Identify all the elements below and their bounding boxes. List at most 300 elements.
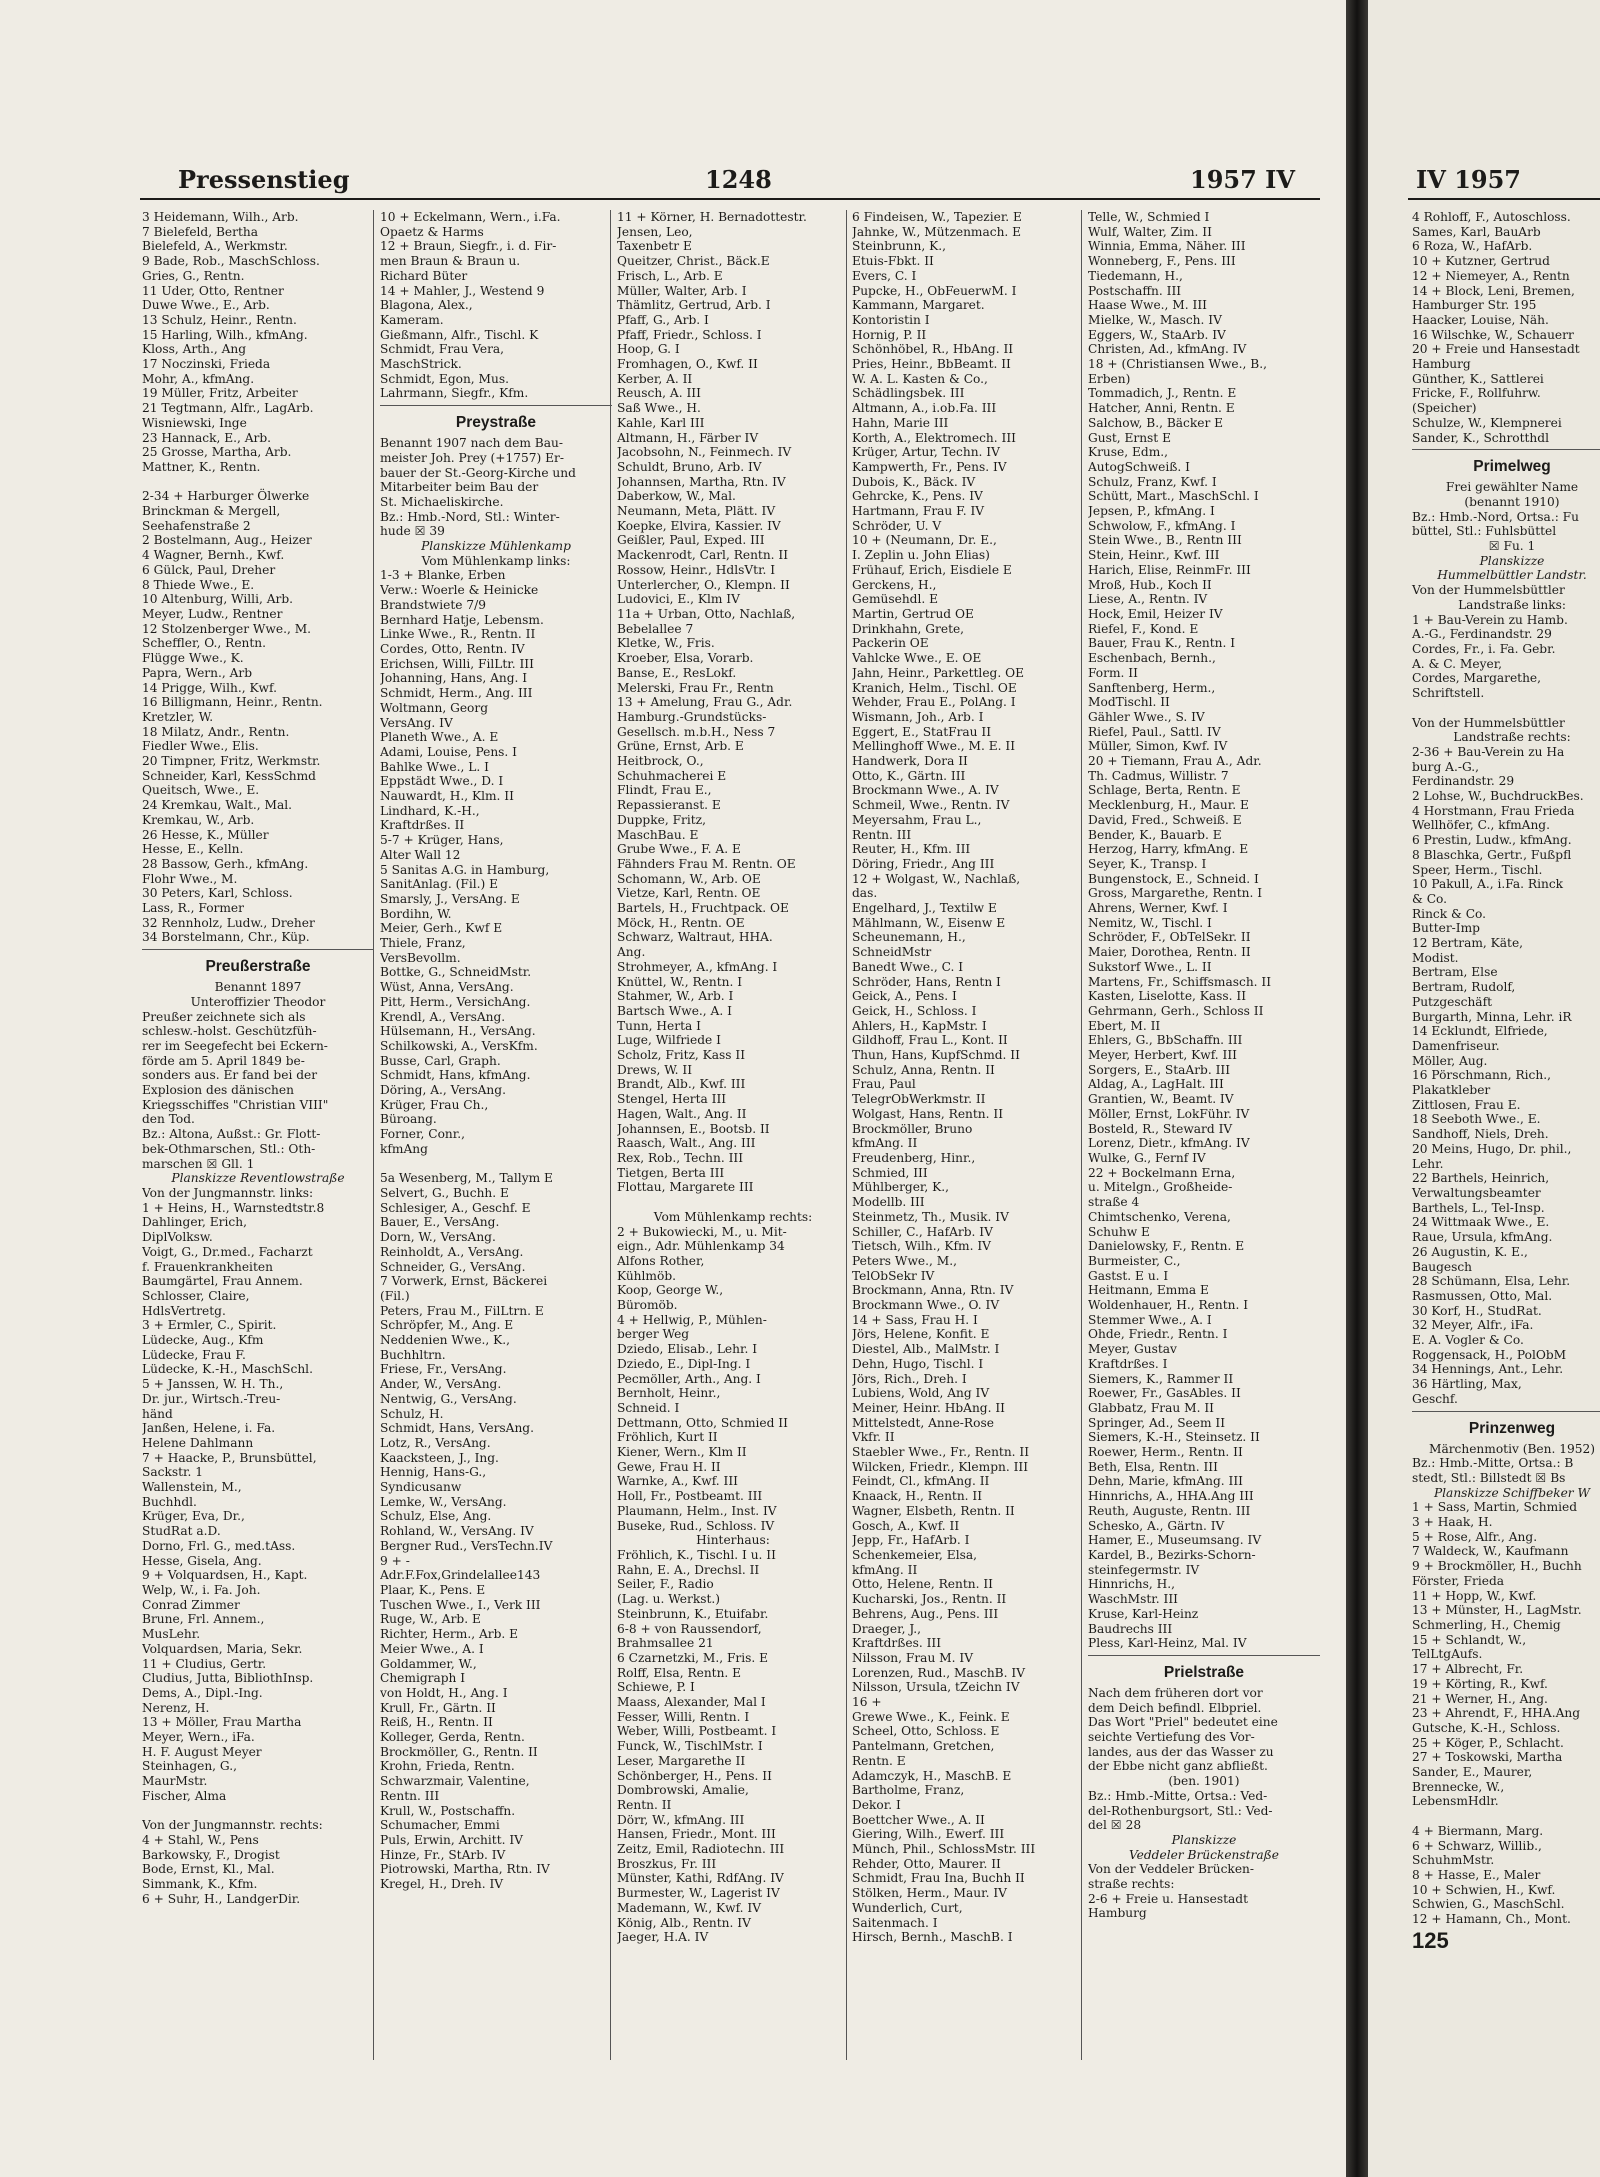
directory-entry: Nentwig, G., VersAng. xyxy=(380,1391,517,1406)
directory-entry: Rasmussen, Otto, Mal. xyxy=(1412,1288,1553,1303)
street-heading: Primelweg xyxy=(1412,449,1600,478)
directory-entry: Syndicusanw xyxy=(380,1480,462,1495)
directory-entry: Richter, Herm., Arb. E xyxy=(380,1627,519,1642)
directory-entry: Nerenz, H. xyxy=(142,1700,210,1715)
directory-entry: Schlosser, Claire, xyxy=(142,1288,250,1303)
directory-entry: Papra, Wern., Arb xyxy=(142,665,253,680)
directory-entry: Geick, A., Pens. I xyxy=(852,989,957,1004)
directory-entry: Schmidt, Egon, Mus. xyxy=(380,371,510,386)
directory-entry: Müller, Simon, Kwf. IV xyxy=(1088,739,1228,754)
directory-entry: Burmester, W., Lagerist IV xyxy=(617,1886,780,1901)
directory-entry: Kaacksteen, J., Ing. xyxy=(380,1450,499,1465)
directory-entry: 5-7 + Krüger, Hans, xyxy=(380,833,504,848)
directory-entry: Baumgärtel, Frau Annem. xyxy=(142,1274,303,1289)
directory-entry: Pless, Karl-Heinz, Mal. IV xyxy=(1088,1636,1247,1651)
directory-entry: 1 + Sass, Martin, Schmied xyxy=(1412,1500,1578,1515)
directory-entry: DiplVolksw. xyxy=(142,1230,213,1245)
directory-entry: Helene Dahlmann xyxy=(142,1435,254,1450)
directory-entry: Brandt, Alb., Kwf. III xyxy=(617,1077,746,1092)
directory-entry: Gries, G., Rentn. xyxy=(142,268,245,283)
directory-entry: Schwarz, Waltraut, HHA. xyxy=(617,930,773,945)
directory-entry: 20 Meins, Hugo, Dr. phil., xyxy=(1412,1141,1572,1156)
directory-entry: Peters Wwe., M., xyxy=(852,1253,957,1268)
directory-entry: 10 + (Neumann, Dr. E., xyxy=(852,533,997,548)
directory-entry: 7 Bielefeld, Bertha xyxy=(142,224,258,239)
directory-entry: Korth, A., Elektromech. III xyxy=(852,430,1016,445)
directory-entry: Seehafenstraße 2 xyxy=(142,518,251,533)
directory-entry: Wallenstein, M., xyxy=(142,1480,242,1495)
directory-entry: Richard Büter xyxy=(380,268,468,283)
directory-entry: Schmidt, Frau Ina, Buchh II xyxy=(852,1871,1025,1886)
directory-entry: Knaack, H., Rentn. II xyxy=(852,1489,983,1504)
directory-entry: Siemers, K.-H., Steinsetz. II xyxy=(1088,1430,1260,1445)
directory-entry: Bertram, Rudolf, xyxy=(1412,980,1516,995)
directory-entry: Hinnrichs, A., HHA.Ang III xyxy=(1088,1489,1254,1504)
directory-entry: Kardel, B., Bezirks-Schorn- xyxy=(1088,1547,1256,1562)
directory-entry: Lüdecke, Aug., Kfm xyxy=(142,1333,264,1348)
directory-entry: Queitzer, Christ., Bäck.E xyxy=(617,254,770,269)
directory-entry: u. Mitelgn., Großheide- xyxy=(1088,1180,1233,1195)
directory-entry: Duppke, Fritz, xyxy=(617,812,706,827)
directory-entry: Janßen, Helene, i. Fa. xyxy=(142,1421,276,1436)
directory-entry: Martens, Fr., Schiffsmasch. II xyxy=(1088,974,1272,989)
directory-entry: 9 + Brockmöller, H., Buchh xyxy=(1412,1559,1582,1574)
directory-entry: Schröder, U. V xyxy=(852,518,942,533)
directory-entry: Bode, Ernst, Kl., Mal. xyxy=(142,1862,275,1877)
directory-entry: SchneidMstr xyxy=(852,945,932,960)
directory-entry: Burgarth, Minna, Lehr. iR xyxy=(1412,1009,1572,1024)
directory-entry: König, Alb., Rentn. IV xyxy=(617,1915,751,1930)
directory-entry: Rex, Rob., Techn. III xyxy=(617,1151,744,1165)
directory-entry: 8 + Hasse, E., Maler xyxy=(1412,1867,1541,1882)
directory-entry: Blagona, Alex., xyxy=(380,298,473,313)
directory-entry: Kucharski, Jos., Rentn. II xyxy=(852,1592,1007,1607)
directory-entry: Mielke, W., Masch. IV xyxy=(1088,312,1222,327)
directory-entry: 11 + Hopp, W., Kwf. xyxy=(1412,1588,1537,1603)
directory-entry: steinfegermstr. IV xyxy=(1088,1562,1200,1577)
directory-entry: Kraftdrßes. III xyxy=(852,1636,942,1651)
directory-entry: Flügge Wwe., K. xyxy=(142,651,244,666)
directory-entry: 24 Wittmaak Wwe., E. xyxy=(1412,1215,1550,1230)
directory-entry: Meiner, Heinr. HbAng. II xyxy=(852,1400,1005,1415)
directory-entry: Feindt, Cl., kfmAng. II xyxy=(852,1474,990,1489)
directory-entry: A. & C. Meyer, xyxy=(1412,656,1503,671)
directory-entry: seichte Vertiefung des Vor- xyxy=(1088,1730,1255,1745)
directory-entry: 2 Bostelmann, Aug., Heizer xyxy=(142,533,312,548)
directory-entry: Mademann, W., Kwf. IV xyxy=(617,1900,762,1915)
directory-entry: VersBevollm. xyxy=(380,950,461,965)
directory-entry: das. xyxy=(852,886,878,901)
directory-entry: Kloss, Arth., Ang xyxy=(142,342,247,357)
directory-entry: 2 + Bukowiecki, M., u. Mit- xyxy=(617,1224,787,1239)
directory-entry: Wilcken, Friedr., Klempn. III xyxy=(852,1459,1029,1474)
street-note: Unteroffizier Theodor xyxy=(190,994,326,1009)
directory-entry: 6 Gülck, Paul, Dreher xyxy=(142,562,276,577)
directory-entry: Benannt 1907 nach dem Bau- xyxy=(380,436,563,451)
directory-entry: Lotz, R., VersAng. xyxy=(380,1435,491,1450)
directory-entry: Schesko, A., Gärtn. IV xyxy=(1088,1518,1225,1533)
directory-entry: Seyer, K., Transp. I xyxy=(1088,856,1207,871)
directory-entry: hude ☒ 39 xyxy=(380,524,445,539)
directory-entry: Handwerk, Dora II xyxy=(852,754,968,769)
directory-entry: Thämlitz, Gertrud, Arb. I xyxy=(617,298,771,313)
directory-entry: Rinck & Co. xyxy=(1412,906,1487,921)
directory-entry: Schmidt, Hans, kfmAng. xyxy=(380,1068,531,1083)
directory-entry: Schröder, Hans, Rentn I xyxy=(852,974,1001,989)
directory-entry: Modist. xyxy=(1412,950,1459,965)
directory-entry: 25 + Köger, P., Schlacht. xyxy=(1412,1735,1564,1750)
directory-entry: sonders aus. Er fand bei der xyxy=(142,1068,318,1083)
directory-entry: Neddenien Wwe., K., xyxy=(380,1333,511,1348)
directory-column-3 xyxy=(617,210,849,1945)
directory-entry: Plaumann, Helm., Inst. IV xyxy=(617,1503,777,1518)
directory-entry: Tuschen Wwe., I., Verk III xyxy=(380,1597,541,1612)
directory-entry: Koepke, Elvira, Kassier. IV xyxy=(617,518,781,533)
directory-entry: Warnke, A., Kwf. III xyxy=(617,1474,738,1489)
directory-entry: Steinhagen, G., xyxy=(142,1759,237,1774)
directory-entry: Schulz, Anna, Rentn. II xyxy=(852,1062,995,1077)
directory-entry: 10 Altenburg, Willi, Arb. xyxy=(142,592,294,607)
directory-entry: Lindhard, K.-H., xyxy=(380,803,480,818)
directory-entry: Kraftdrßes. I xyxy=(1088,1356,1168,1371)
street-note: Vom Mühlenkamp links: xyxy=(421,553,571,568)
directory-entry: Plakatkleber xyxy=(1412,1083,1491,1098)
directory-entry: landes, aus der das Wasser zu xyxy=(1088,1744,1274,1759)
map-reference: Veddeler Brückenstraße xyxy=(1128,1847,1280,1862)
directory-entry: eign., Adr. Mühlenkamp 34 xyxy=(617,1239,785,1254)
directory-entry: Explosion des dänischen xyxy=(142,1083,294,1098)
directory-entry: Reiß, H., Rentn. II xyxy=(380,1715,493,1730)
directory-entry: Sackstr. 1 xyxy=(142,1465,203,1480)
directory-entry: Möller, Aug. xyxy=(1412,1053,1488,1068)
directory-entry: Schmidt, Hans, VersAng. xyxy=(380,1421,534,1436)
directory-entry: Dörr, W., kfmAng. III xyxy=(617,1812,745,1827)
street-note: Benannt 1897 xyxy=(214,980,302,995)
directory-entry: Lahrmann, Siegfr., Kfm. xyxy=(380,386,529,401)
directory-entry: Kletke, W., Fris. xyxy=(617,636,715,651)
directory-entry: Nilsson, Frau M. IV xyxy=(852,1650,974,1665)
directory-entry: 6 + Schwarz, Willib., xyxy=(1412,1838,1542,1853)
directory-entry: Stengel, Herta III xyxy=(617,1092,727,1107)
directory-entry: Steinbrunn, K., xyxy=(852,239,946,254)
directory-entry: Meyer, Wern., iFa. xyxy=(142,1730,255,1745)
directory-entry: Hansen, Friedr., Mont. III xyxy=(617,1827,776,1842)
directory-entry: Dahlinger, Erich, xyxy=(142,1215,247,1230)
directory-entry: Gutsche, K.-H., Schloss. xyxy=(1412,1720,1561,1735)
directory-entry: Melerski, Frau Fr., Rentn xyxy=(617,680,774,695)
directory-entry: Baugesch xyxy=(1412,1259,1473,1274)
directory-entry: Seiler, F., Radio xyxy=(617,1577,714,1592)
directory-entry: Schröder, F., ObTelSekr. II xyxy=(1088,930,1251,945)
directory-entry: Freudenberg, Hinr., xyxy=(852,1151,976,1165)
directory-entry: Wunderlich, Curt, xyxy=(852,1900,963,1915)
directory-entry: Ruge, W., Arb. E xyxy=(380,1612,481,1627)
directory-entry: Gosch, A., Kwf. II xyxy=(852,1518,960,1533)
directory-entry: Schwien, G., MaschSchl. xyxy=(1412,1897,1565,1912)
directory-entry: Von der Jungmannstr. links: xyxy=(142,1186,314,1200)
street-note: Landstraße links: xyxy=(1458,597,1566,612)
directory-entry: straße 4 xyxy=(1088,1195,1140,1210)
directory-entry: Geick, H., Schloss. I xyxy=(852,1003,977,1018)
directory-entry: Smarsly, J., VersAng. E xyxy=(380,891,520,906)
directory-entry: Schuhmacherei E xyxy=(617,768,727,783)
directory-entry: Kroeber, Elsa, Vorarb. xyxy=(617,651,754,666)
directory-entry xyxy=(1412,1809,1600,1824)
directory-entry: Brockmann, Anna, Rtn. IV xyxy=(852,1283,1014,1298)
page-number: 1248 xyxy=(705,165,772,194)
directory-entry: Barthels, L., Tel-Insp. xyxy=(1412,1200,1545,1215)
directory-entry: Brahmsallee 21 xyxy=(617,1636,714,1651)
directory-entry: 5 + Rose, Alfr., Ang. xyxy=(1412,1529,1538,1544)
directory-entry: Scheel, Otto, Schloss. E xyxy=(852,1724,1000,1739)
directory-entry: 34 Borstelmann, Chr., Küp. xyxy=(142,930,310,945)
directory-entry: Stein Wwe., B., Rentn III xyxy=(1088,533,1242,548)
directory-entry: Zeitz, Emil, Radiotechn. III xyxy=(617,1842,785,1857)
directory-entry: Aldag, A., LagHalt. III xyxy=(1088,1077,1224,1092)
directory-entry: Lüdecke, Frau F. xyxy=(142,1347,246,1362)
directory-entry: Wulf, Walter, Zim. II xyxy=(1088,224,1212,239)
directory-entry: Otto, K., Gärtn. III xyxy=(852,768,966,783)
directory-entry: Reusch, A. III xyxy=(617,386,701,401)
directory-entry: Krohn, Frieda, Rentn. xyxy=(380,1759,515,1774)
directory-entry: Packerin OE xyxy=(852,636,929,651)
directory-entry: MusLehr. xyxy=(142,1627,201,1642)
directory-entry: Evers, C. I xyxy=(852,268,917,283)
directory-entry: Weber, Willi, Postbeamt. I xyxy=(617,1724,777,1739)
directory-entry: der Ebbe nicht ganz abfließt. xyxy=(1088,1759,1268,1774)
directory-entry: Schneider, Karl, KessSchmd xyxy=(142,768,316,783)
directory-entry: Schulz, Else, Ang. xyxy=(380,1509,492,1524)
directory-entry: 13 + Möller, Frau Martha xyxy=(142,1715,302,1730)
directory-entry: Busse, Carl, Graph. xyxy=(380,1053,501,1068)
directory-entry: Hamburger Str. 195 xyxy=(1412,298,1537,313)
directory-entry: Otto, Helene, Rentn. II xyxy=(852,1577,993,1592)
directory-entry: Tunn, Herta I xyxy=(617,1018,701,1033)
directory-entry: Preußer zeichnete sich als xyxy=(142,1009,306,1024)
directory-entry: Rolff, Elsa, Rentn. E xyxy=(617,1665,742,1680)
directory-entry: burg A.-G., xyxy=(1412,759,1479,774)
directory-entry: Mählmann, W., Eisenw E xyxy=(852,915,1006,930)
directory-entry: Sander, K., Schrotthdl xyxy=(1412,430,1549,445)
directory-entry: Schmeil, Wwe., Rentn. IV xyxy=(852,798,1010,813)
directory-entry: Hahn, Marie III xyxy=(852,415,949,430)
directory-entry: SchuhmMstr. xyxy=(1412,1853,1495,1868)
directory-entry: Telle, W., Schmied I xyxy=(1088,210,1210,224)
directory-entry: Winnia, Emma, Näher. III xyxy=(1088,239,1246,254)
directory-entry: del ☒ 28 xyxy=(1088,1818,1142,1833)
directory-entry: 28 Bassow, Gerh., kfmAng. xyxy=(142,856,309,871)
directory-entry: Harich, Elise, ReinmFr. III xyxy=(1088,562,1251,577)
directory-entry: 16 + xyxy=(852,1695,882,1710)
directory-entry: Bauer, Frau K., Rentn. I xyxy=(1088,636,1236,651)
directory-entry: Fiedler Wwe., Elis. xyxy=(142,739,259,754)
directory-entry: Rentn. E xyxy=(852,1753,906,1768)
street-note: (benannt 1910) xyxy=(1464,494,1560,509)
directory-entry: (Fil.) xyxy=(380,1288,410,1303)
directory-entry: Gesellsch. m.b.H., Ness 7 xyxy=(617,724,776,739)
directory-entry: Schönhöbel, R., HbAng. II xyxy=(852,342,1014,357)
directory-entry: (Speicher) xyxy=(1412,401,1477,416)
directory-entry: Luge, Wilfriede I xyxy=(617,1033,721,1048)
directory-entry: Gerckens, H., xyxy=(852,577,937,592)
directory-entry: 6 Roza, W., HafArb. xyxy=(1412,239,1533,254)
directory-entry: 12 + Hamann, Ch., Mont. xyxy=(1412,1912,1571,1927)
directory-entry: Hagen, Walt., Ang. II xyxy=(617,1106,747,1121)
directory-entry: StudRat a.D. xyxy=(142,1524,221,1539)
directory-entry: 2 Lohse, W., BuchdruckBes. xyxy=(1412,789,1584,804)
directory-entry: 11 + Cludius, Gertr. xyxy=(142,1656,267,1671)
directory-entry: Adr.F.Fox,Grindelallee143 xyxy=(380,1568,541,1583)
directory-entry: Bernhard Hatje, Lebensm. xyxy=(380,612,544,627)
directory-entry: Brockmöller, G., Rentn. II xyxy=(380,1744,538,1759)
directory-entry: Schwolow, F., kfmAng. I xyxy=(1088,518,1236,533)
directory-entry: Stein, Heinr., Kwf. III xyxy=(1088,548,1220,563)
map-reference: Hummelbüttler Landstr. xyxy=(1437,568,1587,583)
directory-entry: 25 Grosse, Martha, Arb. xyxy=(142,445,292,460)
directory-entry: 14 + Sass, Frau H. I xyxy=(852,1312,978,1327)
directory-entry: Müller, Walter, Arb. I xyxy=(617,283,747,298)
directory-entry: Piotrowski, Martha, Rtn. IV xyxy=(380,1862,550,1877)
directory-entry: Roewer, Fr., GasAbles. II xyxy=(1088,1386,1241,1401)
directory-entry: Hartmann, Frau F. IV xyxy=(852,504,985,519)
directory-entry: Bergner Rud., VersTechn.IV xyxy=(380,1538,553,1553)
directory-entry: Hinze, Fr., StArb. IV xyxy=(380,1847,506,1862)
directory-entry: Mroß, Hub., Koch II xyxy=(1088,577,1212,592)
directory-entry: Das Wort "Priel" bedeutet eine xyxy=(1088,1715,1278,1730)
directory-entry: Pfaff, G., Arb. I xyxy=(617,312,709,327)
directory-entry: 19 + Körting, R., Kwf. xyxy=(1412,1676,1548,1691)
directory-entry: 5 Sanitas A.G. in Hamburg, xyxy=(380,862,550,877)
directory-entry: Schmerling, H., Chemig xyxy=(1412,1617,1561,1632)
directory-entry: Steinbrunn, K., Etuifabr. xyxy=(617,1606,769,1621)
directory-entry: Zittlosen, Frau E. xyxy=(1412,1097,1521,1112)
directory-entry: 17 + Albrecht, Fr. xyxy=(1412,1662,1524,1677)
directory-column-1 xyxy=(142,210,374,2110)
directory-entry: 4 + Biermann, Marg. xyxy=(1412,1823,1544,1838)
directory-entry: Staebler Wwe., Fr., Rentn. II xyxy=(852,1445,1030,1460)
page-footer-number: 125 xyxy=(1412,1927,1449,1953)
directory-entry: 4 Rohloff, F., Autoschloss. xyxy=(1412,210,1571,224)
directory-entry: bek-Othmarschen, Stl.: Oth- xyxy=(142,1141,316,1156)
directory-entry: Adamczyk, H., MaschB. E xyxy=(852,1768,1012,1783)
directory-entry: Cludius, Jutta, BibliothInsp. xyxy=(142,1671,314,1686)
directory-entry: 20 Timpner, Fritz, Werkmstr. xyxy=(142,754,321,769)
directory-entry: 18 Milatz, Andr., Rentn. xyxy=(142,724,290,739)
directory-entry: 2-6 + Freie u. Hansestadt xyxy=(1088,1891,1248,1906)
directory-entry: Grantien, W., Beamt. IV xyxy=(1088,1092,1234,1107)
street-note: Landstraße rechts: xyxy=(1453,730,1571,745)
directory-entry: Gießmann, Alfr., Tischl. K xyxy=(380,327,539,342)
street-heading: Prinzenweg xyxy=(1412,1411,1600,1440)
directory-entry: Fröhlich, K., Tischl. I u. II xyxy=(617,1547,776,1562)
directory-entry: Münster, Kathi, RdfAng. IV xyxy=(617,1871,784,1886)
directory-entry: Geißler, Paul, Exped. III xyxy=(617,533,765,548)
directory-entry: Th. Cadmus, Willistr. 7 xyxy=(1088,768,1229,783)
street-note: Märchenmotiv (Ben. 1952) xyxy=(1428,1441,1596,1456)
directory-entry: Butter-Imp xyxy=(1412,921,1480,936)
directory-entry: Roewer, Herm., Rentn. II xyxy=(1088,1445,1243,1460)
directory-entry: Gehrcke, K., Pens. IV xyxy=(852,489,983,504)
directory-entry: Diestel, Alb., MalMstr. I xyxy=(852,1342,1000,1357)
directory-entry: Scholz, Fritz, Kass II xyxy=(617,1048,746,1063)
directory-entry: Vahlcke Wwe., E. OE xyxy=(852,651,982,666)
directory-entry: Sukstorf Wwe., L. II xyxy=(1088,959,1212,974)
directory-entry: Stemmer Wwe., A. I xyxy=(1088,1312,1212,1327)
directory-entry xyxy=(142,475,374,490)
directory-entry: Wagner, Elsbeth, Rentn. II xyxy=(852,1503,1015,1518)
directory-entry: Mackenrodt, Carl, Rentn. II xyxy=(617,548,789,563)
directory-entry: Wisniewski, Inge xyxy=(142,415,247,430)
directory-entry: Raue, Ursula, kfmAng. xyxy=(1412,1230,1553,1245)
directory-entry: Hatcher, Anni, Rentn. E xyxy=(1088,401,1235,416)
directory-entry: Döring, A., VersAng. xyxy=(380,1083,506,1098)
directory-entry: 10 Pakull, A., i.Fa. Rinck xyxy=(1412,877,1564,892)
directory-entry: Brockmann Wwe., A. IV xyxy=(852,783,999,798)
directory-entry: Bz.: Hmb.-Mitte, Ortsa.: B xyxy=(1412,1456,1574,1471)
directory-entry: Vietze, Karl, Rentn. OE xyxy=(617,886,761,901)
directory-entry: Maass, Alexander, Mal I xyxy=(617,1695,766,1710)
directory-entry: 20 + Freie und Hansestadt xyxy=(1412,342,1580,357)
directory-entry: Rentn. II xyxy=(617,1797,672,1812)
directory-entry: Wonneberg, F., Pens. III xyxy=(1088,254,1236,269)
directory-entry: Drinkhahn, Grete, xyxy=(852,621,965,636)
directory-entry: 26 Augustin, K. E., xyxy=(1412,1244,1528,1259)
directory-entry: Bartels, H., Fruchtpack. OE xyxy=(617,901,789,916)
directory-entry: f. Frauenkrankheiten xyxy=(142,1259,273,1274)
directory-entry: 9 + - xyxy=(380,1553,410,1568)
directory-entry: Maier, Dorothea, Rentn. II xyxy=(1088,945,1251,960)
directory-entry: 34 Hennings, Ant., Lehr. xyxy=(1412,1362,1564,1377)
directory-entry: Lass, R., Former xyxy=(142,901,244,916)
directory-entry: 10 + Schwien, H., Kwf. xyxy=(1412,1882,1556,1897)
directory-entry: Dorno, Frl. G., med.tAss. xyxy=(142,1538,296,1553)
directory-entry: Tietgen, Berta III xyxy=(617,1165,725,1180)
directory-entry: Raasch, Walt., Ang. III xyxy=(617,1136,756,1151)
directory-entry: 1-3 + Blanke, Erben xyxy=(380,568,506,583)
directory-entry: 4 + Stahl, W., Pens xyxy=(142,1832,259,1847)
directory-entry: 32 Meyer, Alfr., iFa. xyxy=(1412,1318,1534,1333)
directory-entry: Gust, Ernst E xyxy=(1088,430,1171,445)
directory-entry: Jepp, Fr., HafArb. I xyxy=(852,1533,970,1548)
directory-entry: Döring, Friedr., Ang III xyxy=(852,856,995,871)
directory-entry: Dehn, Hugo, Tischl. I xyxy=(852,1356,984,1371)
directory-entry: & Co. xyxy=(1412,891,1448,906)
directory-entry: 5 + Janssen, W. H. Th., xyxy=(142,1377,284,1392)
directory-entry: Neumann, Meta, Plätt. IV xyxy=(617,504,776,519)
directory-entry: Koop, George W., xyxy=(617,1283,724,1298)
directory-entry: 3 Heidemann, Wilh., Arb. xyxy=(142,210,299,224)
street-heading: Prielstraße xyxy=(1088,1655,1320,1684)
directory-entry: 6 Prestin, Ludw., kfmAng. xyxy=(1412,833,1572,848)
directory-entry: Liese, A., Rentn. IV xyxy=(1088,592,1208,607)
directory-entry: 30 Korf, H., StudRat. xyxy=(1412,1303,1542,1318)
directory-entry: Schiller, C., HafArb. IV xyxy=(852,1224,993,1239)
directory-entry: 18 Seeboth Wwe., E. xyxy=(1412,1112,1541,1127)
directory-entry: 20 + Tiemann, Frau A., Adr. xyxy=(1088,754,1262,769)
directory-entry: 19 Müller, Fritz, Arbeiter xyxy=(142,386,298,401)
directory-entry: Johanning, Hans, Ang. I xyxy=(380,671,528,686)
directory-entry: Nemitz, W., Tischl. I xyxy=(1088,915,1212,930)
directory-entry: 21 + Werner, H., Ang. xyxy=(1412,1691,1548,1706)
header-rule xyxy=(140,198,1320,200)
directory-entry: Geschf. xyxy=(1412,1391,1458,1406)
directory-entry: Daberkow, W., Mal. xyxy=(617,489,736,504)
directory-entry: Duwe Wwe., E., Arb. xyxy=(142,298,270,313)
directory-entry: 24 Kremkau, Walt., Mal. xyxy=(142,798,292,813)
directory-entry: Flottau, Margarete III xyxy=(617,1180,754,1195)
directory-entry: Krüger, Eva, Dr., xyxy=(142,1509,245,1524)
directory-entry: 11 + Körner, H. Bernadottestr. xyxy=(617,210,807,224)
